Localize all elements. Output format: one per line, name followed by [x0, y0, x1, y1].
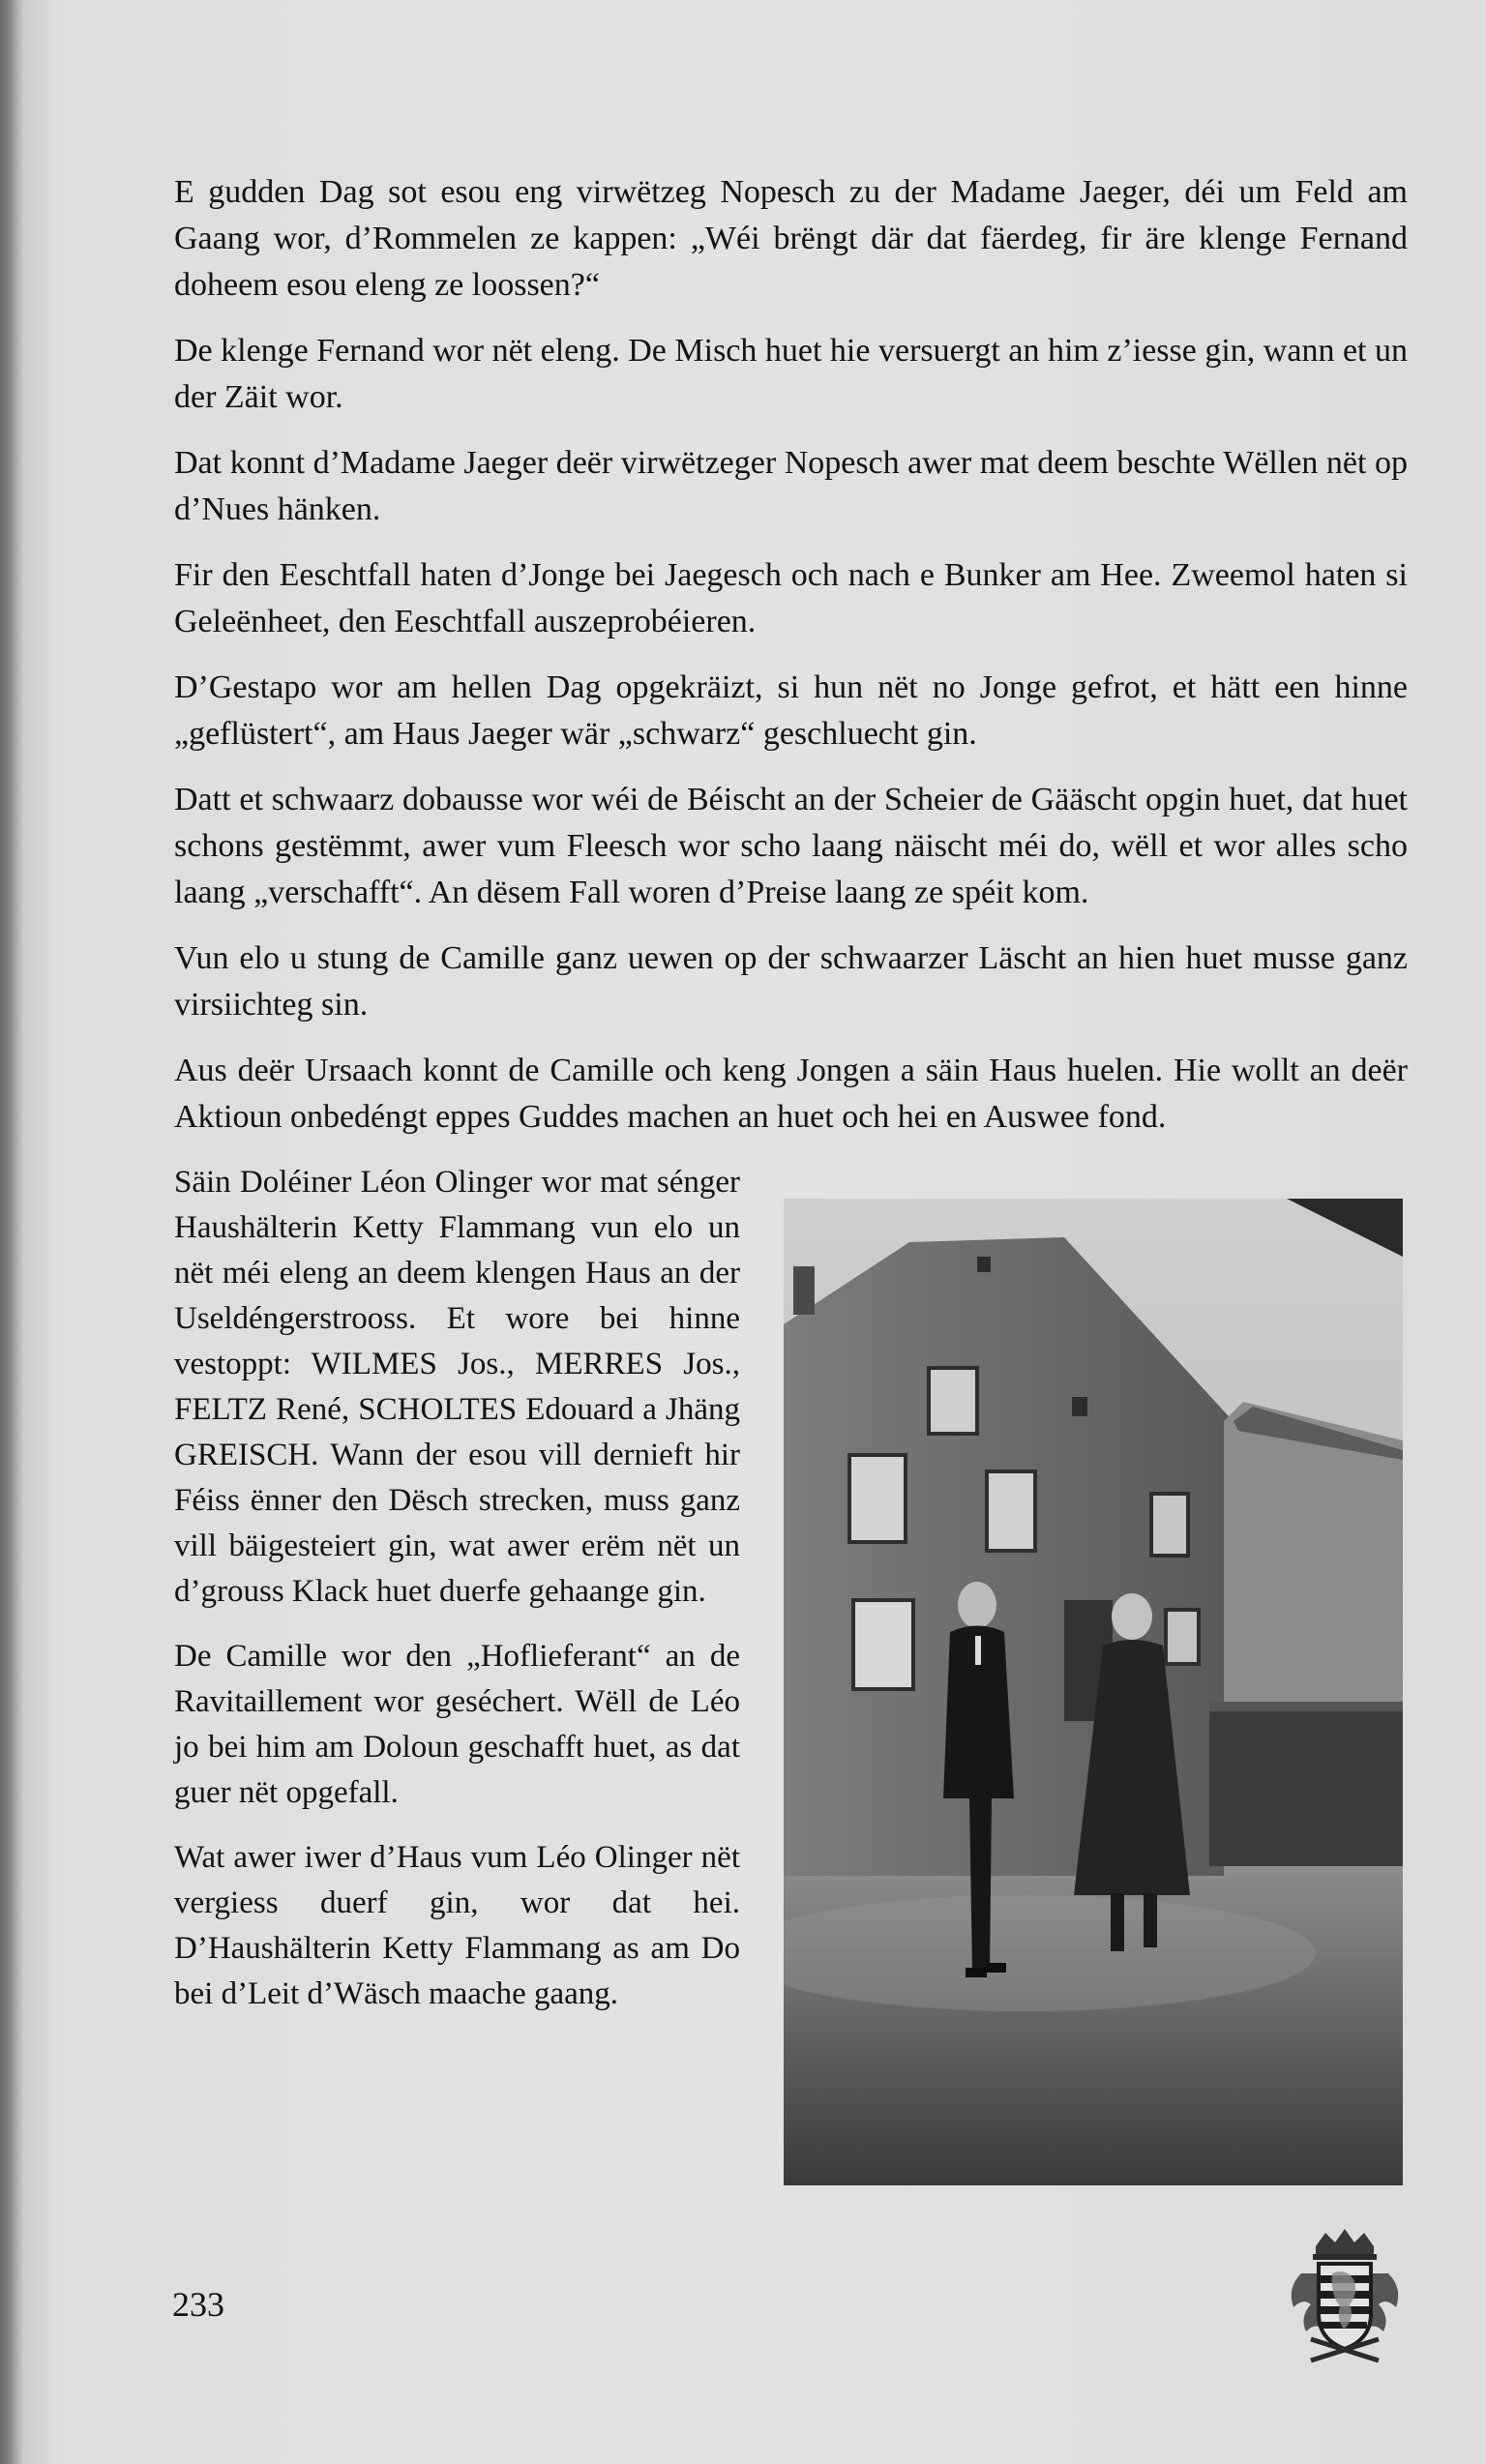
- paragraph-1: E gudden Dag sot esou eng virwëtzeg Nopesch zu der Madame Jaeger, déi um Feld am Gaang wor, d’Rommelen ze kappen: „Wéi brëngt där dat fäerdeg, fir äre klenge Fernand doheem esou eleng ze loossen?“: [174, 174, 1408, 303]
- column-paragraph-1: Säin Doléiner Léon Olinger wor mat sénger Haushälterin Ketty Flammang vun elo un nët méi eleng an deem klengen Haus an der Useldéngerstrooss. Et wore bei hinne vestoppt: WILMES Jos., MERRES Jos., FELTZ René, SCHOLTES Edouard a Jhäng GREISCH. Wann der esou vill dernieft hir Féiss ënner den Dësch strecken, muss ganz vill bäigesteiert gin, wat awer erëm nët un d’grouss Klack huet duerfe gehaange gin.: [174, 1165, 740, 1609]
- column-paragraph-3: Wat awer iwer d’Haus vum Léo Olinger nët vergiess duerf gin, wor dat hei. D’Haushälterin Ketty Flammang as am Do bei d’Leit d’Wäsch maache gaang.: [174, 1840, 740, 2011]
- paragraph-3: Dat konnt d’Madame Jaeger deër virwëtzeger Nopesch awer mat deem beschte Wëllen nët op d’Nues hänken.: [174, 445, 1408, 527]
- text-with-photo-section: [174, 1160, 1408, 2224]
- page-content: [174, 169, 1408, 2224]
- page-number: 233: [172, 2285, 224, 2324]
- column-paragraph-2: De Camille wor den „Hoflieferant“ an de Ravitaillement wor geséchert. Wëll de Léo jo bei him am Doloun geschafft huet, as dat guer nët opgefall.: [174, 1639, 740, 1810]
- paragraph-6: Datt et schwaarz dobausse wor wéi de Béischt an der Scheier de Gääscht opgin huet, dat huet schons gestëmmt, awer vum Fleesch wor scho laang näischt méi do, wëll et wor alles scho laang „verschafft“. An dësem Fall woren d’Preise laang ze spéit kom.: [174, 782, 1408, 910]
- left-text-column: [174, 1160, 740, 2036]
- paragraph-5: D’Gestapo wor am hellen Dag opgekräizt, si hun nët no Jonge gefrot, et hätt een hinne „geflüstert“, am Haus Jaeger wär „schwarz“ geschluecht gin.: [174, 669, 1408, 752]
- paragraph-4: Fir den Eeschtfall haten d’Jonge bei Jaegesch och nach e Bunker am Hee. Zweemol haten si Geleënheet, den Eeschtfall auszeprobéieren.: [174, 557, 1408, 639]
- house-with-couple-photo: [784, 1199, 1403, 2185]
- paragraph-8: Aus deër Ursaach konnt de Camille och keng Jongen a säin Haus huelen. Hie wollt an deër Aktioun onbedéngt eppes Guddes machen an huet och hei en Auswee fond.: [174, 1053, 1408, 1135]
- coat-of-arms-icon: [1282, 2225, 1408, 2370]
- paragraph-2: De klenge Fernand wor nët eleng. De Misch huet hie versuergt an him z’iesse gin, wann et un der Zäit wor.: [174, 333, 1408, 415]
- house-photo: [784, 1199, 1403, 2185]
- binding-shadow: [0, 0, 23, 2464]
- paragraph-7: Vun elo u stung de Camille ganz uewen op der schwaarzer Läscht an hien huet musse ganz virsiichteg sin.: [174, 940, 1408, 1023]
